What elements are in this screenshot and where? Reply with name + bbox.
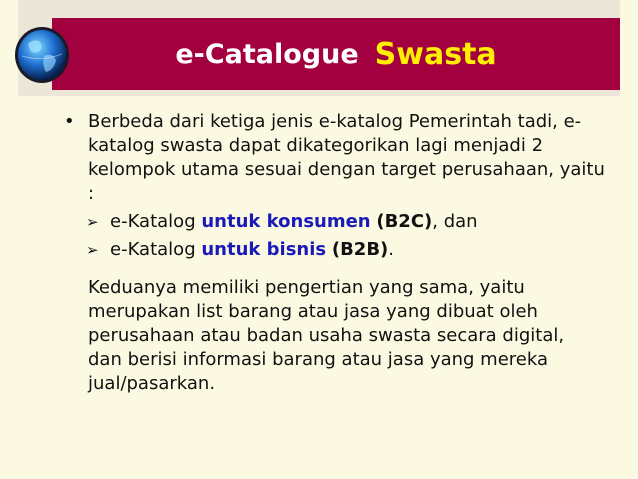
list-item bbox=[86, 236, 622, 264]
item-keyword: untuk konsumen bbox=[201, 211, 371, 232]
sub-list bbox=[62, 208, 622, 264]
item-code: (B2B) bbox=[331, 239, 389, 260]
item-keyword: untuk bisnis bbox=[201, 239, 327, 260]
title-main: e-Catalogue bbox=[175, 38, 359, 70]
arrow-bullet-icon: ➢ bbox=[86, 213, 99, 231]
title-accent: Swasta bbox=[374, 36, 497, 72]
item-suffix: . bbox=[388, 239, 395, 260]
content bbox=[62, 110, 622, 396]
bullet-paragraph bbox=[62, 110, 608, 206]
item-suffix: , dan bbox=[432, 211, 478, 232]
bullet-marker: • bbox=[64, 111, 75, 132]
item-code: (B2C) bbox=[376, 211, 433, 232]
list-item bbox=[86, 208, 622, 236]
item-prefix: e-Katalog bbox=[110, 239, 196, 260]
closing-paragraph: Keduanya memiliki pengertian yang sama, yaitu merupakan list barang atau jasa yang dibuat oleh perusahaan atau badan usaha swasta secara digital, dan berisi informasi barang atau jasa yang mereka jual/pasarkan. bbox=[88, 277, 565, 394]
item-prefix: e-Katalog bbox=[110, 211, 196, 232]
page-title bbox=[52, 18, 620, 90]
bullet-text: Berbeda dari ketiga jenis e-katalog Pemerintah tadi, e-katalog swasta dapat dikategorikan lagi menjadi 2 kelompok utama sesuai dengan target perusahaan, yaitu : bbox=[88, 111, 605, 204]
arrow-bullet-icon: ➢ bbox=[86, 241, 99, 259]
